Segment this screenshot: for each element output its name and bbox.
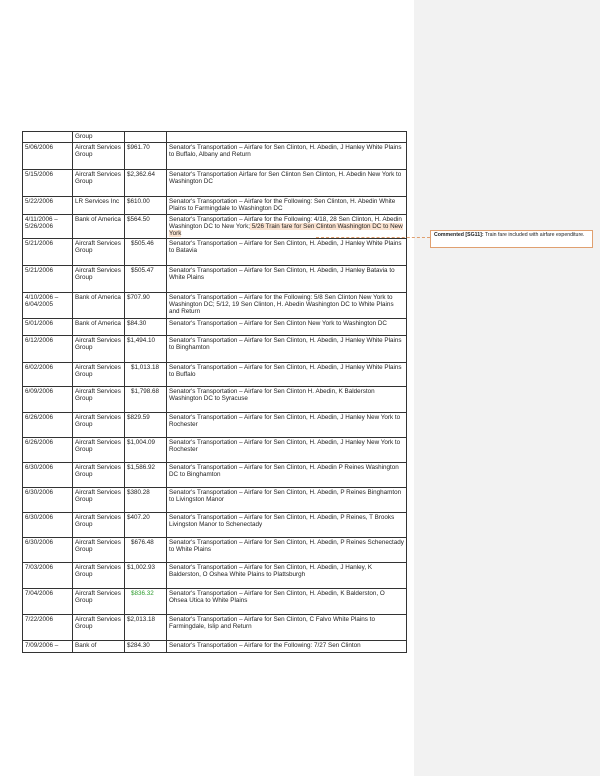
description-cell: Senator's Transportation – Airfare for Sen Clinton New York to Washington DC <box>167 319 407 336</box>
table-row <box>23 132 407 143</box>
table-row <box>23 363 407 387</box>
date-cell: 6/12/2006 <box>23 336 73 363</box>
vendor-cell: Aircraft Services Group <box>73 266 125 293</box>
table-row <box>23 463 407 488</box>
description-cell: Senator's Transportation Airfare for Sen Clinton Sen Clinton, H. Abedin New York to Washington DC <box>167 170 407 197</box>
vendor-cell: Bank of America <box>73 293 125 319</box>
table-row <box>23 197 407 215</box>
date-cell: 7/09/2006 – <box>23 641 73 653</box>
table-row <box>23 641 407 653</box>
vendor-cell: Aircraft Services Group <box>73 488 125 513</box>
vendor-cell: Bank of America <box>73 215 125 239</box>
vendor-cell: Aircraft Services Group <box>73 438 125 463</box>
description-cell: Senator's Transportation – Airfare for Sen Clinton, H. Abedin, P Reines, T Brooks Livingston Manor to Schenectady <box>167 513 407 538</box>
table-row <box>23 413 407 438</box>
table-row <box>23 513 407 538</box>
table-row <box>23 319 407 336</box>
comment-label: Commented [SG11]: <box>434 232 484 238</box>
date-cell: 6/09/2006 <box>23 387 73 413</box>
description-cell: Senator's Transportation – Airfare for Sen Clinton, H. Abedin, K Balderston, O Ohsea Utica to White Plains <box>167 589 407 615</box>
amount-cell: $407.20 <box>125 513 167 538</box>
date-cell: 4/11/2006 – 5/26/2006 <box>23 215 73 239</box>
date-cell: 6/26/2006 <box>23 413 73 438</box>
date-cell: 6/30/2006 <box>23 463 73 488</box>
table-row <box>23 170 407 197</box>
vendor-cell: Aircraft Services Group <box>73 463 125 488</box>
vendor-cell: Aircraft Services Group <box>73 387 125 413</box>
date-cell: 5/21/2006 <box>23 266 73 293</box>
date-cell: 6/30/2006 <box>23 538 73 563</box>
amount-cell: $1,494.10 <box>125 336 167 363</box>
table-row <box>23 143 407 170</box>
date-cell: 6/26/2006 <box>23 438 73 463</box>
amount-cell: $836.32 <box>125 589 167 615</box>
table-row <box>23 215 407 239</box>
vendor-cell: LR Services Inc <box>73 197 125 215</box>
date-cell: 7/04/2006 <box>23 589 73 615</box>
amount-cell: $1,798.68 <box>125 387 167 413</box>
table-row <box>23 387 407 413</box>
date-cell: 5/21/2006 <box>23 239 73 266</box>
date-cell: 4/10/2006 – 6/04/2005 <box>23 293 73 319</box>
date-cell: 6/30/2006 <box>23 488 73 513</box>
vendor-cell: Aircraft Services Group <box>73 363 125 387</box>
description-cell <box>167 132 407 143</box>
comment-connector-line <box>316 237 430 238</box>
description-cell: Senator's Transportation – Airfare for Sen Clinton, C Falvo White Plains to Farmingdale, Islip and Return <box>167 615 407 641</box>
comment-text: Train fare included with airfare expenditure. <box>483 232 585 238</box>
description-cell: Senator's Transportation – Airfare for the Following: 5/8 Sen Clinton New York to Washington DC; 5/12, 19 Sen Clinton, H. Abedin Washington DC to White Plains and Return <box>167 293 407 319</box>
amount-cell: $1,002.93 <box>125 563 167 589</box>
amount-cell: $1,586.92 <box>125 463 167 488</box>
description-cell: Senator's Transportation – Airfare for Sen Clinton, H. Abedin, J Hanley Batavia to White Plains <box>167 266 407 293</box>
amount-cell <box>125 132 167 143</box>
description-cell: Senator's Transportation – Airfare for Sen Clinton, H. Abedin, J Hanley White Plains to Binghamton <box>167 336 407 363</box>
table-row <box>23 589 407 615</box>
amount-cell: $505.47 <box>125 266 167 293</box>
date-cell <box>23 132 73 143</box>
description-cell: Senator's Transportation – Airfare for Sen Clinton, H. Abedin, P Reines Schenectady to White Plains <box>167 538 407 563</box>
table-row <box>23 438 407 463</box>
amount-cell: $564.50 <box>125 215 167 239</box>
date-cell: 6/30/2006 <box>23 513 73 538</box>
date-cell: 5/22/2006 <box>23 197 73 215</box>
vendor-cell: Aircraft Services Group <box>73 239 125 266</box>
expense-table <box>22 131 407 653</box>
vendor-cell: Aircraft Services Group <box>73 589 125 615</box>
vendor-cell: Aircraft Services Group <box>73 170 125 197</box>
amount-cell: $1,013.18 <box>125 363 167 387</box>
description-cell: Senator's Transportation – Airfare for Sen Clinton, H. Abedin, J Hanley White Plains to Buffalo, Albany and Return <box>167 143 407 170</box>
description-cell: Senator's Transportation – Airfare for Sen Clinton H. Abedin, K Balderston Washington DC to Syracuse <box>167 387 407 413</box>
amount-cell: $505.46 <box>125 239 167 266</box>
amount-cell: $707.90 <box>125 293 167 319</box>
table-row <box>23 266 407 293</box>
description-cell: Senator's Transportation – Airfare for Sen Clinton, H. Abedin, J Hanley, K Balderston, O Oshea White Plains to Plattsburgh <box>167 563 407 589</box>
date-cell: 7/03/2006 <box>23 563 73 589</box>
description-cell: Senator's Transportation – Airfare for Sen Clinton, H. Abedin, J Hanley White Plains to Buffalo <box>167 363 407 387</box>
description-cell: Senator's Transportation – Airfare for Sen Clinton, H. Abedin P Reines Washington DC to Binghamton <box>167 463 407 488</box>
amount-cell: $380.28 <box>125 488 167 513</box>
description-cell: Senator's Transportation – Airfare for Sen Clinton, H. Abedin, J Hanley White Plains to Batavia <box>167 239 407 266</box>
vendor-cell: Aircraft Services Group <box>73 513 125 538</box>
vendor-cell: Bank of <box>73 641 125 653</box>
description-cell <box>167 215 407 239</box>
description-cell: Senator's Transportation – Airfare for the Following: 7/27 Sen Clinton <box>167 641 407 653</box>
description-cell: Senator's Transportation – Airfare for the Following: Sen Clinton, H. Abedin White Plains to Farmingdale to Washington DC <box>167 197 407 215</box>
vendor-cell: Aircraft Services Group <box>73 615 125 641</box>
vendor-cell: Aircraft Services Group <box>73 538 125 563</box>
vendor-cell: Aircraft Services Group <box>73 563 125 589</box>
amount-cell: $84.30 <box>125 319 167 336</box>
vendor-cell: Bank of America <box>73 319 125 336</box>
date-cell: 6/02/2006 <box>23 363 73 387</box>
comment-balloon[interactable] <box>430 230 593 248</box>
description-text: Senator's Transportation – Airfare for the Following: 4/18, 28 Sen Clinton, H. Abedin Washington DC to New York; <box>169 215 402 230</box>
description-cell: Senator's Transportation – Airfare for Sen Clinton, H. Abedin, J Hanley New York to Rochester <box>167 413 407 438</box>
table-row <box>23 538 407 563</box>
comments-margin-pane <box>414 0 600 776</box>
table-row <box>23 615 407 641</box>
amount-cell: $829.59 <box>125 413 167 438</box>
description-cell: Senator's Transportation – Airfare for Sen Clinton, H. Abedin, J Hanley New York to Rochester <box>167 438 407 463</box>
amount-cell: $284.30 <box>125 641 167 653</box>
date-cell: 7/22/2006 <box>23 615 73 641</box>
amount-cell: $961.70 <box>125 143 167 170</box>
vendor-cell: Group <box>73 132 125 143</box>
date-cell: 5/01/2006 <box>23 319 73 336</box>
amount-cell: $676.48 <box>125 538 167 563</box>
table-row <box>23 336 407 363</box>
date-cell: 5/06/2006 <box>23 143 73 170</box>
date-cell: 5/15/2006 <box>23 170 73 197</box>
vendor-cell: Aircraft Services Group <box>73 336 125 363</box>
amount-cell: $2,013.18 <box>125 615 167 641</box>
amount-cell: $610.00 <box>125 197 167 215</box>
table-row <box>23 563 407 589</box>
vendor-cell: Aircraft Services Group <box>73 143 125 170</box>
table-row <box>23 488 407 513</box>
table-row <box>23 293 407 319</box>
amount-cell: $1,004.09 <box>125 438 167 463</box>
vendor-cell: Aircraft Services Group <box>73 413 125 438</box>
commented-highlight[interactable]: 5/26 Train fare for Sen Clinton Washington DC to New York <box>169 222 403 237</box>
amount-cell: $2,362.64 <box>125 170 167 197</box>
description-cell: Senator's Transportation – Airfare for Sen Clinton, H. Abedin, P Reines Binghamton to Livingston Manor <box>167 488 407 513</box>
table-row <box>23 239 407 266</box>
